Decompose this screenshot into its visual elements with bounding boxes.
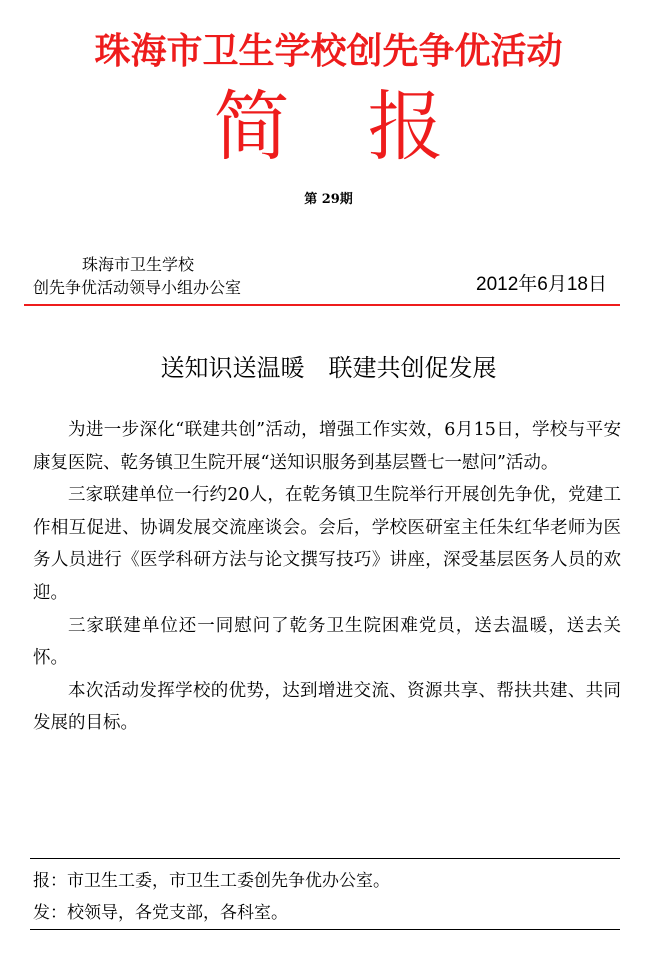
report-to-line: 报：市卫生工委，市卫生工委创先争优办公室。 xyxy=(33,871,390,891)
publish-date: 2012年6月18日 xyxy=(476,274,607,295)
send-to-line: 发：校领导，各党支部，各科室。 xyxy=(33,903,288,923)
brief-title: 简报 xyxy=(213,82,522,171)
article-body xyxy=(33,414,621,740)
issue-number: 第 29期 xyxy=(304,192,353,207)
publisher-org-line1: 珠海市卫生学校 xyxy=(82,255,195,274)
article-paragraph: 三家联建单位还一同慰问了乾务卫生院困难党员，送去温暖，送去关怀。 xyxy=(33,615,621,669)
distribution-top-rule xyxy=(30,858,620,859)
publisher-org-line2: 创先争优活动领导小组办公室 xyxy=(33,278,242,297)
article-paragraph: 三家联建单位一行约20人，在乾务镇卫生院举行开展创先争优，党建工作相互促进、协调发展交流座谈会。会后，学校医研室主任朱红华老师为医务人员进行《医学科研方法与论文撰写技巧》讲座，深受基层医务人员的欢迎。 xyxy=(33,485,621,603)
article-paragraph: 为进一步深化“联建共创”活动，增强工作实效，6月15日，学校与平安康复医院、乾务镇卫生院开展“送知识服务到基层暨七一慰问”活动。 xyxy=(33,420,621,473)
article-paragraph: 本次活动发挥学校的优势，达到增进交流、资源共享、帮扶共建、共同发展的目标。 xyxy=(33,680,621,734)
distribution-bottom-rule xyxy=(30,929,620,930)
article-headline: 送知识送温暖 联建共创促发展 xyxy=(160,354,497,382)
header-divider xyxy=(24,304,620,306)
masthead-title: 珠海市卫生学校创先争优活动 xyxy=(94,31,563,72)
